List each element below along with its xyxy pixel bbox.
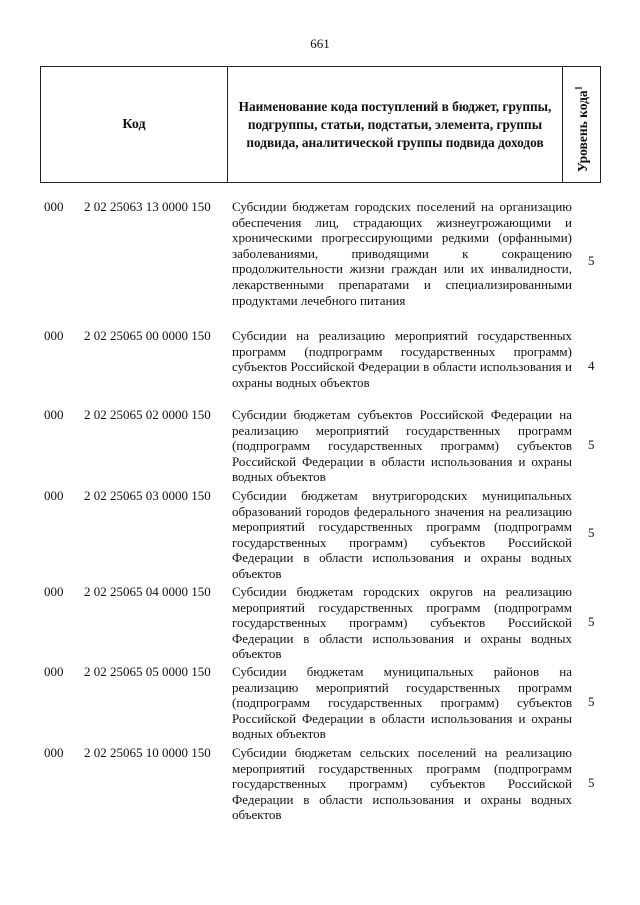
admin-code: 000 — [44, 199, 64, 214]
header-level-footnote: 1 — [573, 85, 584, 91]
code-level: 4 — [588, 358, 595, 373]
code-level: 5 — [588, 525, 595, 540]
code-level: 5 — [588, 437, 595, 452]
code-level: 5 — [588, 253, 595, 268]
page-number: 661 — [310, 36, 330, 51]
revenue-code: 2 02 25065 03 0000 150 — [84, 488, 211, 503]
revenue-name: Субсидии бюджетам субъектов Российской Федерации на реализацию мероприятий государственных программ (подпрограмм государственных программ) субъектов Российской Федерации в области использования и охраны водных объектов — [232, 407, 572, 485]
header-level-text: Уровень кода — [574, 90, 590, 173]
admin-code: 000 — [44, 328, 64, 343]
revenue-code: 2 02 25065 00 0000 150 — [84, 328, 211, 343]
admin-code: 000 — [44, 488, 64, 503]
revenue-code: 2 02 25063 13 0000 150 — [84, 199, 211, 214]
admin-code: 000 — [44, 745, 64, 760]
revenue-name: Субсидии бюджетам внутригородских муниципальных образований городов федерального значения на реализацию мероприятий государственных программ (подпрограмм государственных программ) субъектов Российской Федерации в области использования и охраны водных объектов — [232, 488, 572, 581]
header-level-cell — [564, 67, 600, 182]
revenue-name: Субсидии бюджетам городских поселений на организацию обеспечения лиц, страдающих жизнеугрожающими и хроническими прогрессирующими редкими (орфанными) заболеваниями, приводящими к сокращению продолжительности жизни граждан или их инвалидности, лекарственными препаратами и специализированными продуктами лечебного питания — [232, 199, 572, 308]
revenue-name: Субсидии на реализацию мероприятий государственных программ (подпрограмм государственных программ) субъектов Российской Федерации в области использования и охраны водных объектов — [232, 328, 572, 390]
code-level: 5 — [588, 614, 595, 629]
revenue-code: 2 02 25065 02 0000 150 — [84, 407, 211, 422]
revenue-code: 2 02 25065 04 0000 150 — [84, 584, 211, 599]
header-code: Код — [41, 67, 228, 182]
revenue-name: Субсидии бюджетам городских округов на реализацию мероприятий государственных программ (подпрограмм государственных программ) субъектов Российской Федерации в области использования и охраны водных объектов — [232, 584, 572, 662]
revenue-name: Субсидии бюджетам сельских поселений на реализацию мероприятий государственных программ (подпрограмм государственных программ) субъектов Российской Федерации в области использования и охраны водных объектов — [232, 745, 572, 823]
admin-code: 000 — [44, 584, 64, 599]
admin-code: 000 — [44, 664, 64, 679]
admin-code: 000 — [44, 407, 64, 422]
header-level — [573, 86, 591, 172]
revenue-name: Субсидии бюджетам муниципальных районов на реализацию мероприятий государственных программ (подпрограмм государственных программ) субъектов Российской Федерации в области использования и охраны водных объектов — [232, 664, 572, 742]
revenue-code: 2 02 25065 05 0000 150 — [84, 664, 211, 679]
code-level: 5 — [588, 775, 595, 790]
revenue-code: 2 02 25065 10 0000 150 — [84, 745, 211, 760]
table-header — [40, 66, 601, 183]
header-name: Наименование кода поступлений в бюджет, группы, подгруппы, статьи, подстатьи, элемента, группы подвида, аналитической группы подвида доходов — [228, 67, 563, 182]
code-level: 5 — [588, 694, 595, 709]
